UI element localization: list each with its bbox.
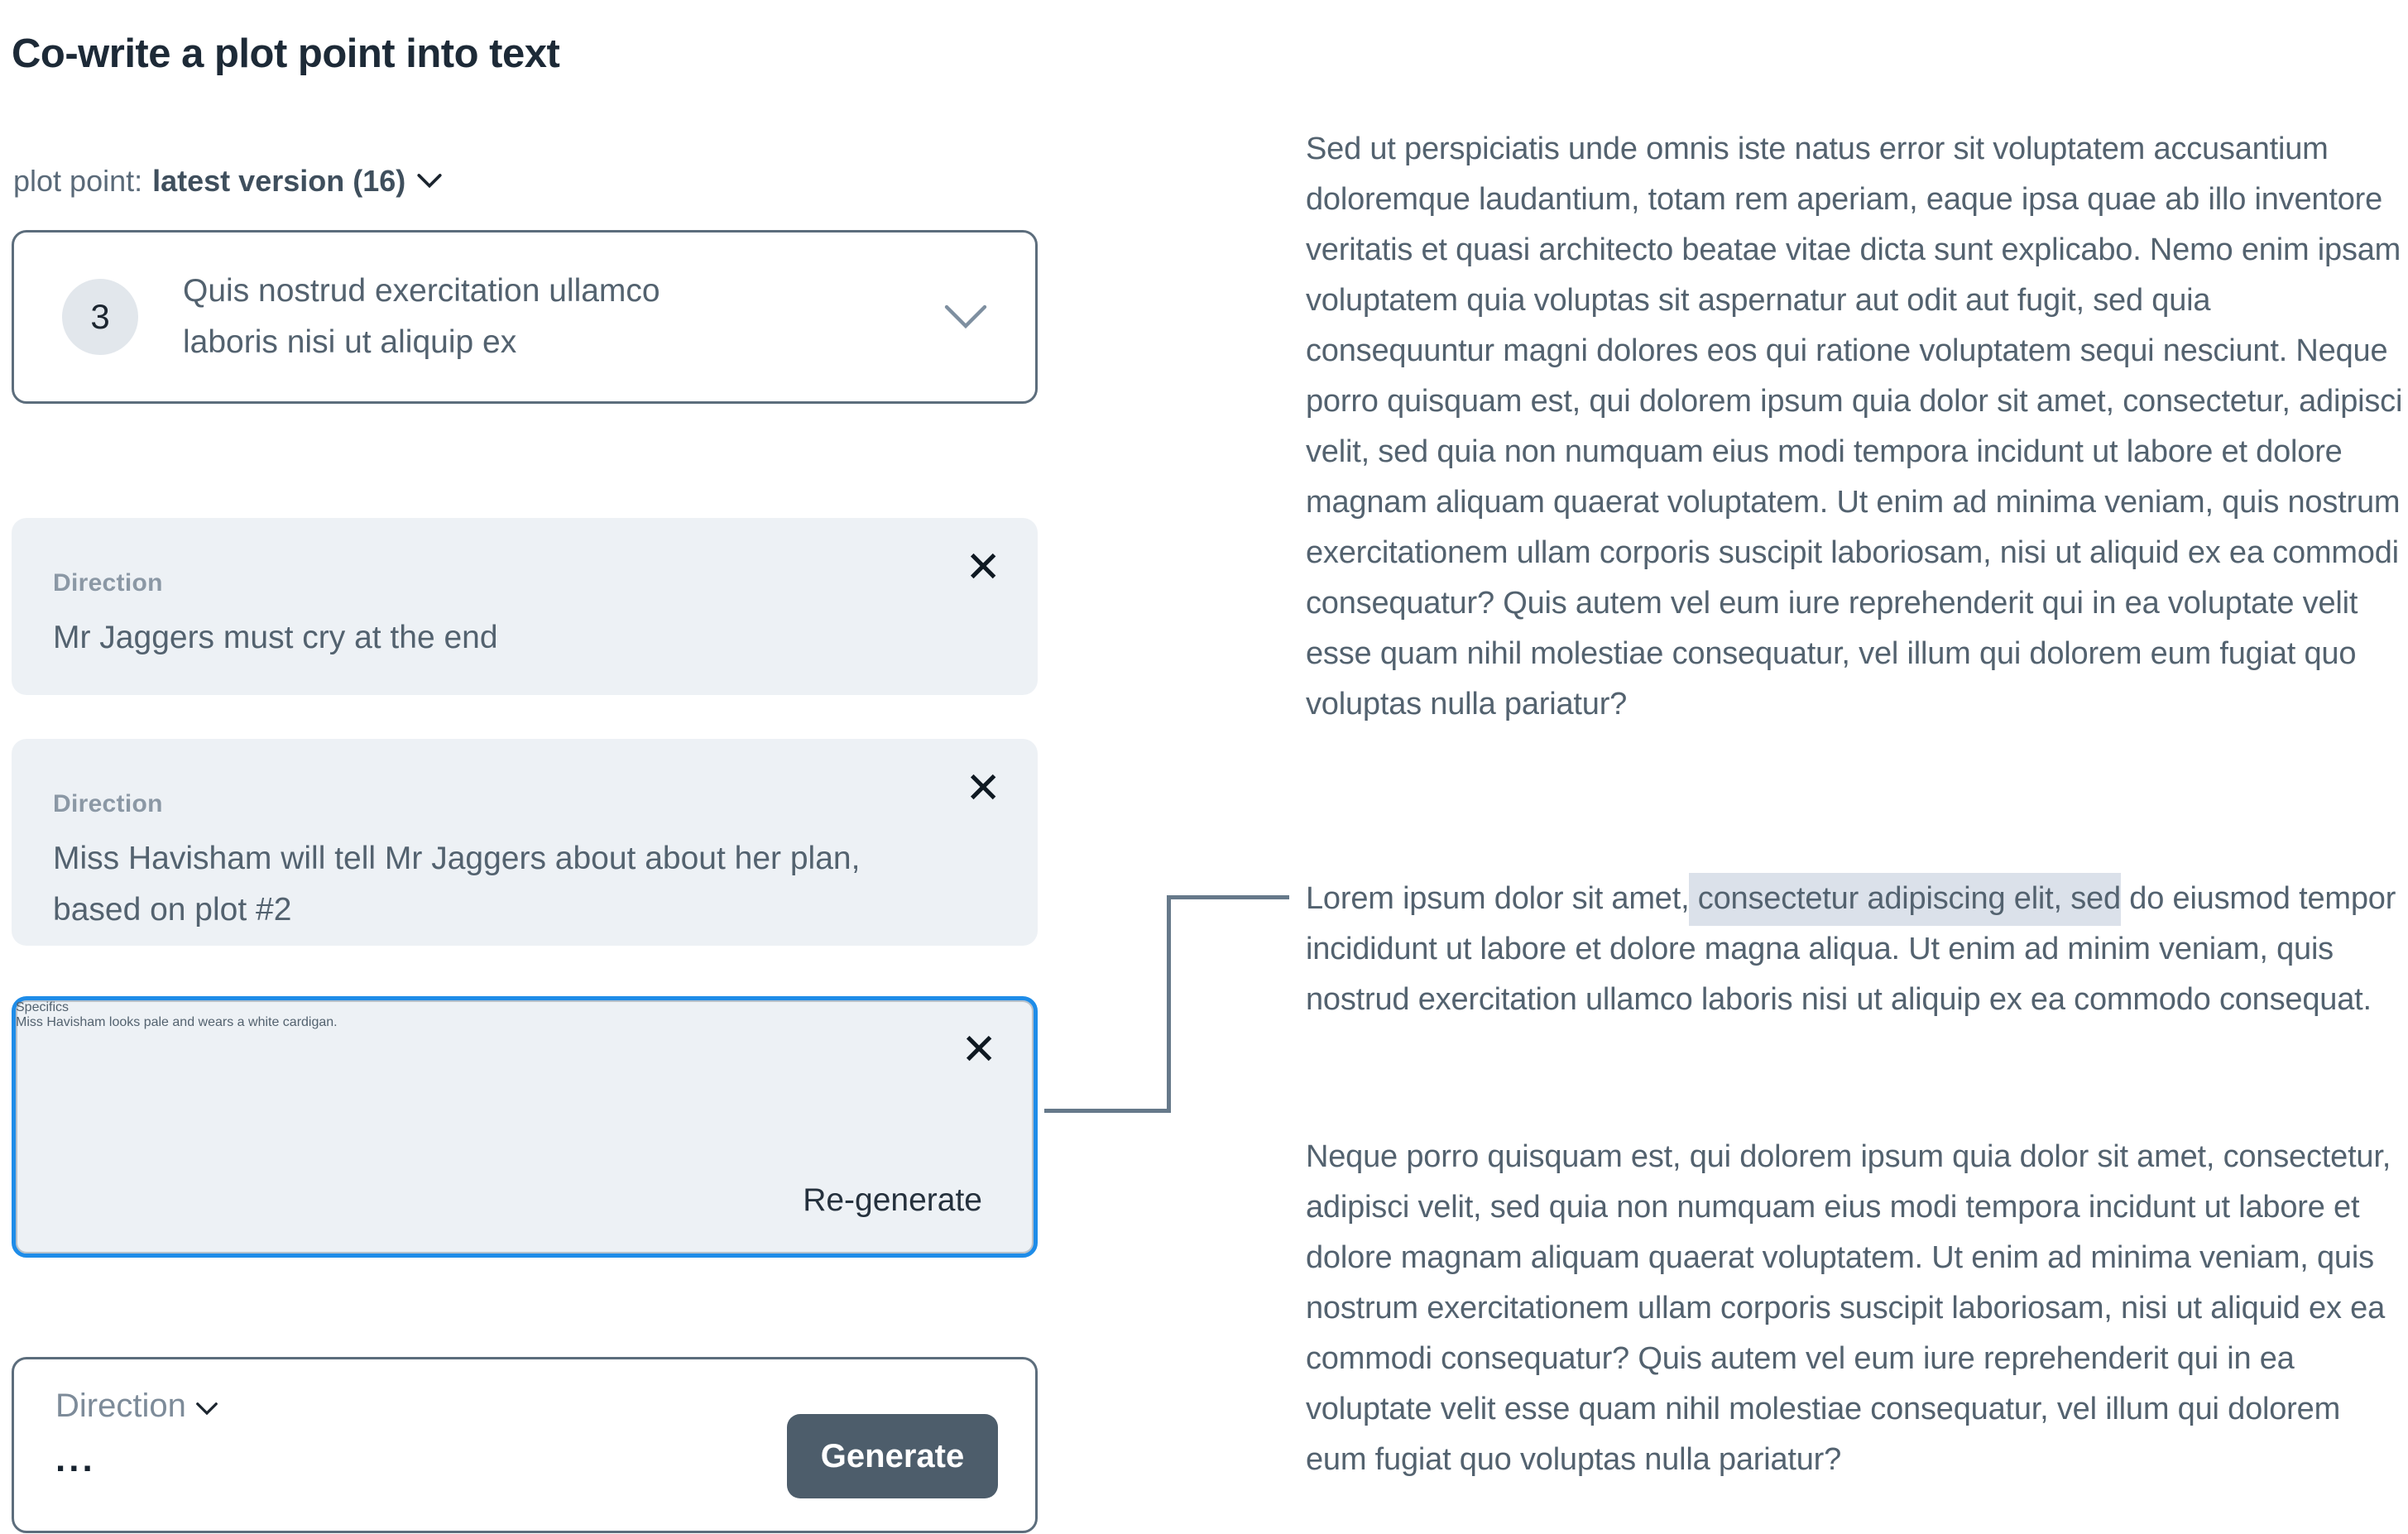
- paragraph-2-before: Lorem ipsum dolor sit amet,: [1306, 881, 1690, 916]
- chevron-down-icon: [415, 171, 444, 191]
- plot-point-text: Quis nostrud exercitation ullamco laboris nisi ut aliquip ex: [183, 273, 660, 360]
- composer-card: [12, 1357, 1038, 1533]
- regenerate-button[interactable]: Re-generate: [803, 1182, 982, 1218]
- composer-type-label: Direction: [55, 1388, 186, 1424]
- prompt-card-direction-2: [12, 739, 1038, 946]
- highlighted-text: consectetur adipiscing elit, sed: [1689, 873, 2120, 926]
- paragraph-2-after: do eiusmod tempor incididunt ut labore et dolore magna aliqua. Ut enim ad minim veniam, quis nostrud exercitation ullamco laboris nisi ut aliquip ex ea commodo consequat.: [1306, 881, 2396, 1017]
- plot-point-card[interactable]: [12, 230, 1038, 404]
- chevron-down-icon[interactable]: [943, 303, 989, 331]
- close-icon[interactable]: ✕: [961, 1026, 997, 1074]
- close-icon[interactable]: ✕: [965, 765, 1001, 813]
- prompt-card-direction-1: [12, 518, 1038, 695]
- card-type-label: Specifics: [16, 1000, 70, 1014]
- document-paragraph-1: Sed ut perspiciatis unde omnis iste natus error sit voluptatem accusantium doloremque laudantium, totam rem aperiam, eaque ipsa quae ab illo inventore veritatis et quasi architecto beatae vitae dicta sunt explicabo. Nemo enim ipsam voluptatem quia voluptas sit aspernatur aut odit aut fugit, sed quia consequuntur magni dolores eos qui ratione voluptatem sequi nesciunt. Neque porro quisquam est, qui dolorem ipsum quia dolor sit amet, consectetur, adipisci velit, sed quia non numquam eius modi tempora incidunt ut labore et dolore magnam aliquam quaerat voluptatem. Ut enim ad minima veniam, quis nostrum exercitationem ullam corporis suscipit laboriosam, nisi ut aliquid ex ea commodi consequatur? Quis autem vel eum iure reprehenderit qui in ea voluptate velit esse quam nihil molestiae consequatur, vel illum qui dolorem eum fugiat quo voluptas nulla pariatur?: [1306, 132, 2403, 721]
- plot-point-version-value: latest version (16): [152, 164, 406, 198]
- composer-type-selector[interactable]: [55, 1388, 219, 1425]
- connector-line: [1044, 1109, 1171, 1113]
- connector-line: [1167, 895, 1289, 899]
- card-text: Mr Jaggers must cry at the end: [53, 620, 498, 655]
- page-title: Co-write a plot point into text: [12, 31, 560, 76]
- prompt-card-specifics[interactable]: [12, 996, 1038, 1258]
- close-icon[interactable]: ✕: [965, 544, 1001, 592]
- plot-point-version-selector[interactable]: [13, 164, 444, 199]
- version-badge: 3: [62, 279, 138, 355]
- card-type-label: Direction: [53, 569, 163, 597]
- generate-button[interactable]: Generate: [787, 1414, 998, 1498]
- document-paragraph-2: [1306, 874, 2406, 1025]
- document-paragraph-3: Neque porro quisquam est, qui dolorem ipsum quia dolor sit amet, consectetur, adipisci velit, sed quia non numquam eius modi tempora incidunt ut labore et dolore magnam aliquam quaerat voluptatem. Ut enim ad minima veniam, quis nostrum exercitationem ullam corporis suscipit laboriosam, nisi ut aliquid ex ea commodi consequatur? Quis autem vel eum iure reprehenderit qui in ea voluptate velit esse quam nihil molestiae consequatur, vel illum qui dolorem eum fugiat quo voluptas nulla pariatur?: [1306, 1139, 2391, 1477]
- connector-line: [1167, 895, 1171, 1113]
- card-text: Miss Havisham will tell Mr Jaggers about about her plan, based on plot #2: [53, 841, 861, 928]
- card-type-label: Direction: [53, 790, 163, 817]
- card-text: Miss Havisham looks pale and wears a white cardigan.: [16, 1015, 338, 1029]
- prompt-input[interactable]: ...: [55, 1439, 96, 1479]
- chevron-down-icon: [194, 1401, 219, 1417]
- plot-point-label: plot point:: [13, 164, 143, 198]
